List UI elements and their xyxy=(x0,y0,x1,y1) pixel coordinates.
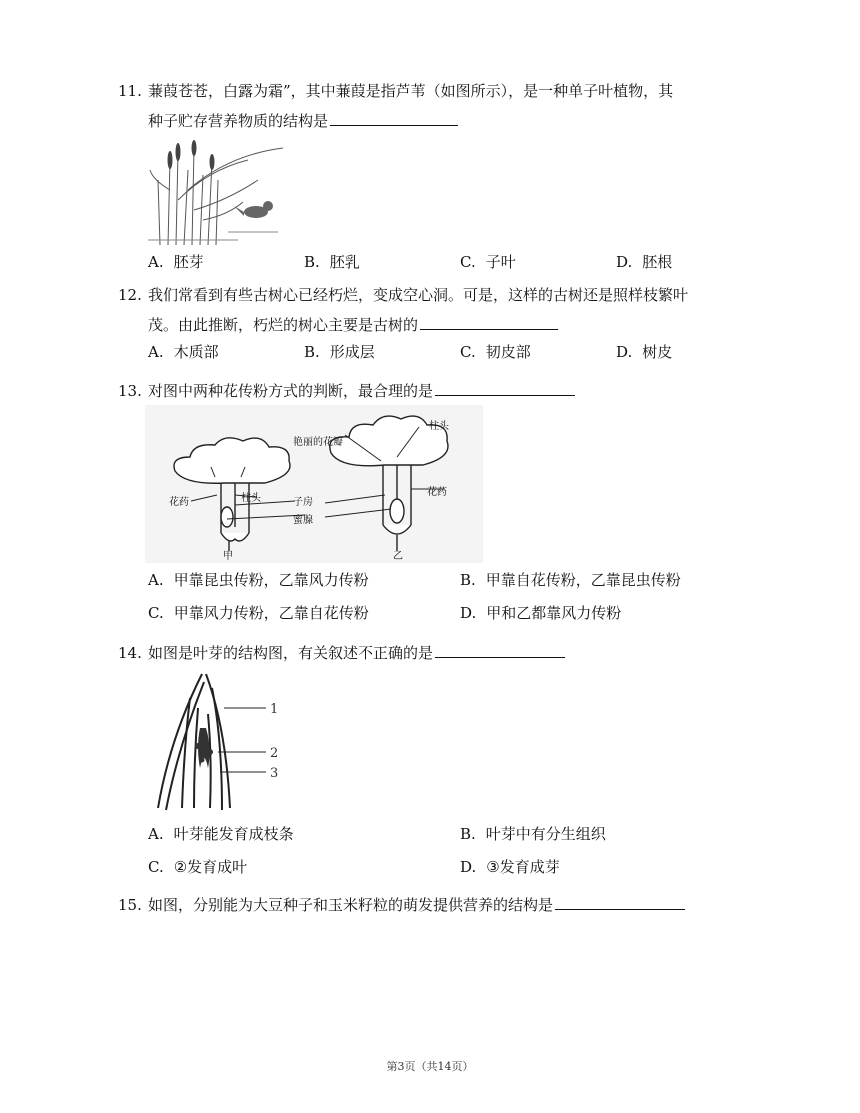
option-a[interactable]: A. 木质部 xyxy=(148,343,219,361)
label-ovary: 子房 xyxy=(293,497,313,508)
option-c[interactable]: C. ②发育成叶 xyxy=(148,858,248,876)
answer-blank[interactable] xyxy=(435,381,575,396)
label-anther-right: 花药 xyxy=(427,487,447,498)
option-b[interactable]: B. 甲靠自花传粉，乙靠昆虫传粉 xyxy=(460,571,681,589)
option-d[interactable]: D. 胚根 xyxy=(616,253,673,271)
question-text: 对图中两种花传粉方式的判断，最合理的是 xyxy=(148,382,434,400)
label-3: 3 xyxy=(270,766,279,781)
question-text: 我们常看到有些古树心已经朽烂，变成空心洞。可是，这样的古树还是照样枝繁叶 xyxy=(148,286,689,304)
option-c[interactable]: C. 甲靠风力传粉，乙靠自花传粉 xyxy=(148,604,369,622)
label-anther-left: 花药 xyxy=(169,497,189,508)
option-b[interactable]: B. 形成层 xyxy=(304,343,375,361)
question-text: 如图，分别能为大豆种子和玉米籽粒的萌发提供营养的结构是 xyxy=(148,896,554,914)
option-a[interactable]: A. 叶芽能发育成枝条 xyxy=(148,825,294,843)
reed-bird-illustration xyxy=(148,140,290,248)
question-14 xyxy=(118,642,565,664)
question-13 xyxy=(118,380,575,402)
label-petal: 艳丽的花瓣 xyxy=(293,437,343,448)
page-footer: 第3页（共14页） xyxy=(386,1060,474,1073)
label-2: 2 xyxy=(270,746,279,761)
leaf-bud-diagram xyxy=(150,668,286,814)
flower-pollination-diagram xyxy=(145,405,483,563)
option-d[interactable]: D. 树皮 xyxy=(616,343,673,361)
option-a[interactable]: A. 甲靠昆虫传粉，乙靠风力传粉 xyxy=(148,571,369,589)
answer-blank[interactable] xyxy=(555,895,685,910)
label-nectary: 蜜腺 xyxy=(293,515,313,526)
question-12 xyxy=(118,284,688,306)
option-a[interactable]: A. 胚芽 xyxy=(148,253,204,271)
question-text: 如图是叶芽的结构图，有关叙述不正确的是 xyxy=(148,644,434,662)
label-stigma-left: 柱头 xyxy=(241,493,261,504)
question-number: 12. xyxy=(118,286,142,304)
label-yi: 乙 xyxy=(393,551,403,562)
question-text: 种子贮存营养物质的结构是 xyxy=(148,112,329,130)
label-jia: 甲 xyxy=(223,551,233,562)
question-number: 14. xyxy=(118,644,142,662)
question-text: 蒹葭苍苍，白露为霜”，其中蒹葭是指芦苇（如图所示），是一种单子叶植物，其 xyxy=(148,82,674,100)
question-text: 茂。由此推断，朽烂的树心主要是古树的 xyxy=(148,316,419,334)
option-d[interactable]: D. 甲和乙都靠风力传粉 xyxy=(460,604,622,622)
option-d[interactable]: D. ③发育成芽 xyxy=(460,858,560,876)
option-c[interactable]: C. 子叶 xyxy=(460,253,516,271)
option-b[interactable]: B. 胚乳 xyxy=(304,253,360,271)
option-b[interactable]: B. 叶芽中有分生组织 xyxy=(460,825,606,843)
question-11-line2 xyxy=(148,110,458,132)
label-1: 1 xyxy=(270,702,279,717)
label-stigma-right: 柱头 xyxy=(429,421,449,432)
option-c[interactable]: C. 韧皮部 xyxy=(460,343,531,361)
question-15 xyxy=(118,894,685,916)
answer-blank[interactable] xyxy=(420,315,558,330)
question-number: 11. xyxy=(118,82,142,100)
answer-blank[interactable] xyxy=(435,643,565,658)
question-12-line2 xyxy=(148,314,558,336)
question-number: 13. xyxy=(118,382,142,400)
answer-blank[interactable] xyxy=(330,111,458,126)
question-number: 15. xyxy=(118,896,142,914)
question-11 xyxy=(118,80,673,102)
